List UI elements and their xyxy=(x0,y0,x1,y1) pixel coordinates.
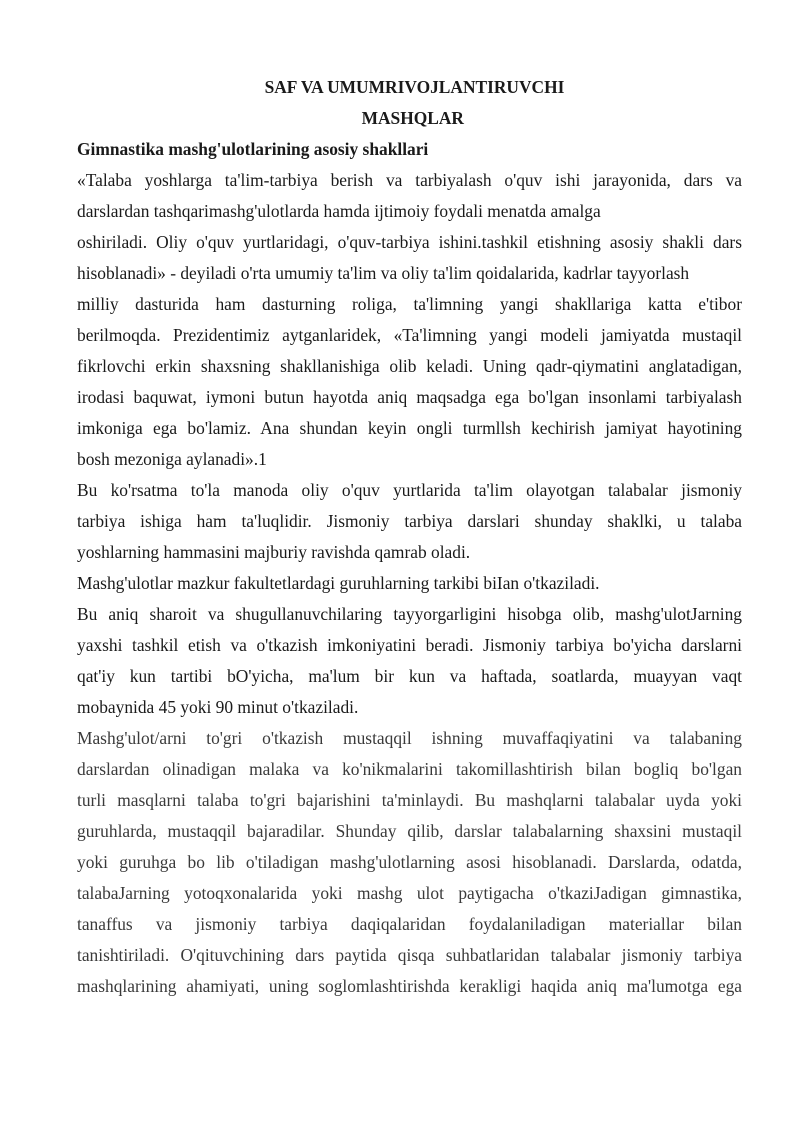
paragraph-2 xyxy=(77,475,742,568)
text-line: «Talaba yoshlarga ta'lim-tarbiya berish va tarbiyalash o'quv ishi jarayonida, dars va xyxy=(77,170,742,190)
text-line: mobaynida 45 yoki 90 minut o'tkaziladi. xyxy=(77,697,359,717)
text-line: Bu ko'rsatma to'la manoda oliy o'quv yurtlarida ta'lim olayotgan talabalar jismoniy xyxy=(77,480,742,500)
text-line: darslardan olinadigan malaka va ko'nikmalarini takomillashtirish bilan bogliq bo'lgan xyxy=(77,759,742,779)
paragraph-5 xyxy=(77,723,742,1002)
text-line: Mashg'ulot/arni to'gri o'tkazish mustaqqil ishning muvaffaqiyatini va talabaning xyxy=(77,728,742,748)
text-line: fikrlovchi erkin shaxsning shakllanishiga olib keladi. Uning qadr-qiymatini anglatadigan, xyxy=(77,356,742,376)
text-line: Bu aniq sharoit va shugullanuvchilaring tayyorgarligini hisobga olib, mashg'ulotJarning xyxy=(77,604,742,624)
paragraph-3 xyxy=(77,568,742,599)
text-line: irodasi baquwat, iymoni butun hayotda aniq maqsadga ega bo'lgan insonlami tarbiyalash xyxy=(77,387,742,407)
text-line: yoki guruhga bo lib o'tiladigan mashg'ulotlarning asosi hisoblanadi. Darslarda, odatda, xyxy=(77,852,742,872)
paragraph-4 xyxy=(77,599,742,723)
text-line: qat'iy kun tartibi bO'yicha, ma'lum bir kun va haftada, soatlarda, muayyan vaqt xyxy=(77,666,742,686)
document-title-line1: SAF VA UMUMRIVOJLANTIRUVCHI xyxy=(264,77,565,97)
text-line: yoshlarning hammasini majburiy ravishda qamrab oladi. xyxy=(77,542,471,562)
text-line: milliy dasturida ham dasturning roliga, ta'limning yangi shakllariga katta e'tibor xyxy=(77,294,742,314)
text-line: imkoniga ega bo'lamiz. Ana shundan keyin ongli turmllsh kechirish jamiyat hayotining xyxy=(77,418,742,438)
text-line: darslardan tashqarimashg'ulotlarda hamda ijtimoiy foydali menatda amalga xyxy=(77,201,601,221)
text-line: yaxshi tashkil etish va o'tkazish imkoniyatini beradi. Jismoniy tarbiya bo'yicha darslarni xyxy=(77,635,742,655)
paragraph-1 xyxy=(77,165,742,475)
document-page xyxy=(77,72,742,1002)
text-line: turli masqlarni talaba to'gri bajarishini ta'minlaydi. Bu mashqlarni talabalar uyda yoki xyxy=(77,790,742,810)
text-line: berilmoqda. Prezidentimiz aytganlaridek, «Ta'limning yangi modeli jamiyatda mustaqil xyxy=(77,325,742,345)
text-line: tarbiya ishiga ham ta'luqlidir. Jismoniy tarbiya darslari shunday shaklki, u talaba xyxy=(77,511,742,531)
text-line: guruhlarda, mustaqqil bajaradilar. Shunday qilib, darslar talabalarning shaxsini mustaqil xyxy=(77,821,742,841)
document-title-line2: MASHQLAR xyxy=(361,108,464,128)
section-heading: Gimnastika mashg'ulotlarining asosiy shakllari xyxy=(77,139,429,159)
text-line: Mashg'ulotlar mazkur fakultetlardagi guruhlarning tarkibi biIan o'tkaziladi. xyxy=(77,573,600,593)
text-line: bosh mezoniga aylanadi».1 xyxy=(77,449,267,469)
text-line: talabaJarning yotoqxonalarida yoki mashg ulot paytigacha o'tkaziJadigan gimnastika, xyxy=(77,883,742,903)
text-line: oshiriladi. Oliy o'quv yurtlaridagi, o'quv-tarbiya ishini.tashkil etishning asosiy shakli dars xyxy=(77,232,742,252)
text-line: mashqlarining ahamiyati, uning soglomlashtirishda kerakligi haqida aniq ma'lumotga ega xyxy=(77,976,742,996)
text-line: tanaffus va jismoniy tarbiya daqiqalaridan foydalaniladigan materiallar bilan xyxy=(77,914,742,934)
text-line: hisoblanadi» - deyiladi o'rta umumiy ta'lim va oliy ta'lim qoidalarida, kadrlar tayyorlash xyxy=(77,263,690,283)
text-line: tanishtiriladi. O'qituvchining dars paytida qisqa suhbatlaridan talabalar jismoniy tarbiya xyxy=(77,945,742,965)
